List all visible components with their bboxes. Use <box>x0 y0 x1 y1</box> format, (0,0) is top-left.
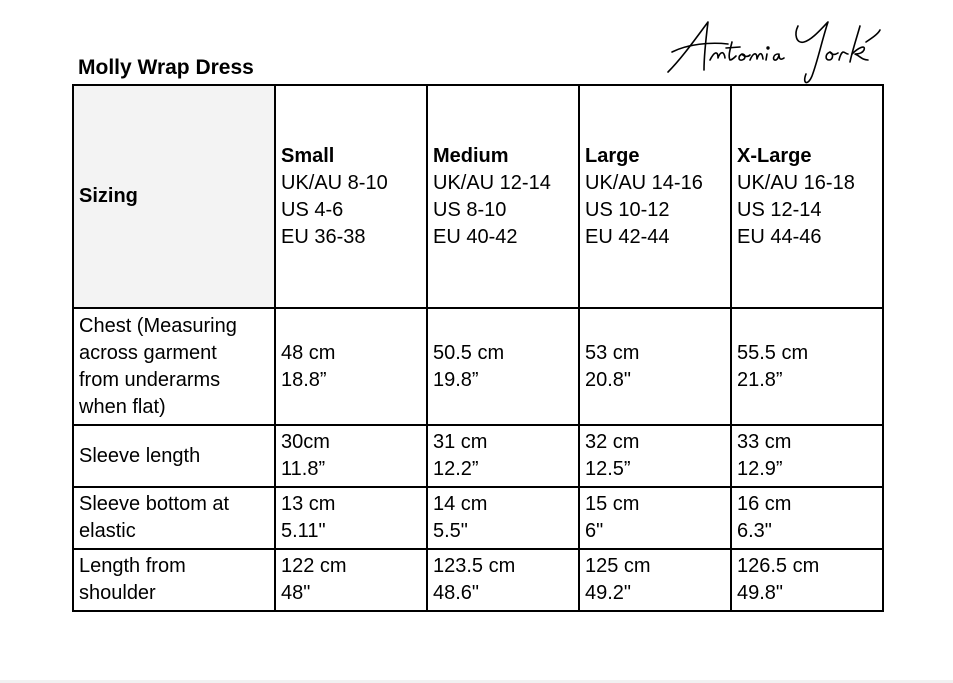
measurement-cell <box>427 487 579 549</box>
measurement-inch: 12.5” <box>585 458 631 480</box>
size-eu: EU 44-46 <box>737 225 822 248</box>
measurement-cm: 125 cm <box>585 555 651 577</box>
table-row <box>73 487 883 549</box>
table-row <box>73 425 883 487</box>
measurement-cell <box>579 549 731 611</box>
row-label-line: Sleeve length <box>79 444 201 467</box>
measurement-cell <box>275 487 427 549</box>
size-eu: EU 36-38 <box>281 225 366 248</box>
measurement-inch: 12.9” <box>737 458 783 480</box>
signature-icon <box>662 14 886 88</box>
size-us: US 4-6 <box>281 198 344 221</box>
measurement-inch: 49.2" <box>585 582 632 604</box>
measurement-inch: 18.8” <box>281 368 327 391</box>
size-chart-table <box>72 84 884 612</box>
measurement-cm: 123.5 cm <box>433 555 516 577</box>
row-label-line: across garment <box>79 341 217 364</box>
size-eu: EU 42-44 <box>585 225 670 248</box>
row-label-line: when flat) <box>79 395 166 418</box>
measurement-cell <box>427 549 579 611</box>
measurement-inch: 6" <box>585 520 604 542</box>
measurement-cm: 15 cm <box>585 493 640 515</box>
sizing-header-cell: Sizing <box>73 85 275 308</box>
measurement-cm: 30cm <box>281 431 330 453</box>
measurement-cm: 33 cm <box>737 431 792 453</box>
measurement-cell <box>275 425 427 487</box>
measurement-inch: 11.8” <box>281 458 326 480</box>
measurement-cell <box>579 487 731 549</box>
measurement-cell <box>579 308 731 425</box>
measurement-cell <box>427 308 579 425</box>
measurement-cm: 126.5 cm <box>737 555 820 577</box>
measurement-cell <box>275 308 427 425</box>
measurement-inch: 48.6" <box>433 582 480 604</box>
row-label-cell <box>73 425 275 487</box>
measurement-inch: 5.11" <box>281 520 326 542</box>
measurement-cm: 50.5 cm <box>433 341 505 364</box>
size-header-cell <box>579 85 731 308</box>
size-eu: EU 40-42 <box>433 225 518 248</box>
measurement-cell <box>731 549 883 611</box>
row-label-line: Sleeve bottom at <box>79 493 230 515</box>
size-name: Medium <box>433 144 509 167</box>
row-label-line: shoulder <box>79 582 156 604</box>
measurement-cm: 31 cm <box>433 431 488 453</box>
measurement-inch: 21.8” <box>737 368 783 391</box>
size-us: US 12-14 <box>737 198 822 221</box>
row-label-cell <box>73 549 275 611</box>
brand-signature <box>662 14 886 88</box>
size-uk-au: UK/AU 12-14 <box>433 171 551 194</box>
row-label-line: elastic <box>79 520 136 542</box>
measurement-inch: 49.8" <box>737 582 784 604</box>
size-header-cell <box>275 85 427 308</box>
size-name: Small <box>281 144 335 167</box>
table-row <box>73 308 883 425</box>
page-title: Molly Wrap Dress <box>78 56 254 79</box>
measurement-cm: 53 cm <box>585 341 640 364</box>
size-name: Large <box>585 144 640 167</box>
measurement-cm: 122 cm <box>281 555 347 577</box>
measurement-inch: 48" <box>281 582 311 604</box>
size-uk-au: UK/AU 8-10 <box>281 171 388 194</box>
measurement-inch: 19.8” <box>433 368 479 391</box>
measurement-cell <box>731 425 883 487</box>
measurement-inch: 5.5" <box>433 520 468 542</box>
size-uk-au: UK/AU 14-16 <box>585 171 703 194</box>
measurement-cm: 13 cm <box>281 493 336 515</box>
size-uk-au: UK/AU 16-18 <box>737 171 855 194</box>
row-label-line: Length from <box>79 555 186 577</box>
table-row <box>73 549 883 611</box>
measurement-cell <box>731 487 883 549</box>
measurement-cm: 14 cm <box>433 493 488 515</box>
measurement-cell <box>427 425 579 487</box>
measurement-cell <box>579 425 731 487</box>
measurement-inch: 12.2” <box>433 458 479 480</box>
measurement-cell <box>275 549 427 611</box>
row-label-cell <box>73 308 275 425</box>
measurement-inch: 6.3" <box>737 520 772 542</box>
size-header-cell <box>427 85 579 308</box>
measurement-cm: 48 cm <box>281 341 336 364</box>
measurement-cm: 32 cm <box>585 431 640 453</box>
size-us: US 8-10 <box>433 198 507 221</box>
measurement-inch: 20.8" <box>585 368 632 391</box>
measurement-cell <box>731 308 883 425</box>
row-label-line: from underarms <box>79 368 221 391</box>
table-header-row <box>73 85 883 308</box>
size-name: X-Large <box>737 144 812 167</box>
row-label-cell <box>73 487 275 549</box>
measurement-cm: 16 cm <box>737 493 792 515</box>
size-us: US 10-12 <box>585 198 670 221</box>
measurement-cm: 55.5 cm <box>737 341 809 364</box>
row-label-line: Chest (Measuring <box>79 314 237 337</box>
size-header-cell <box>731 85 883 308</box>
